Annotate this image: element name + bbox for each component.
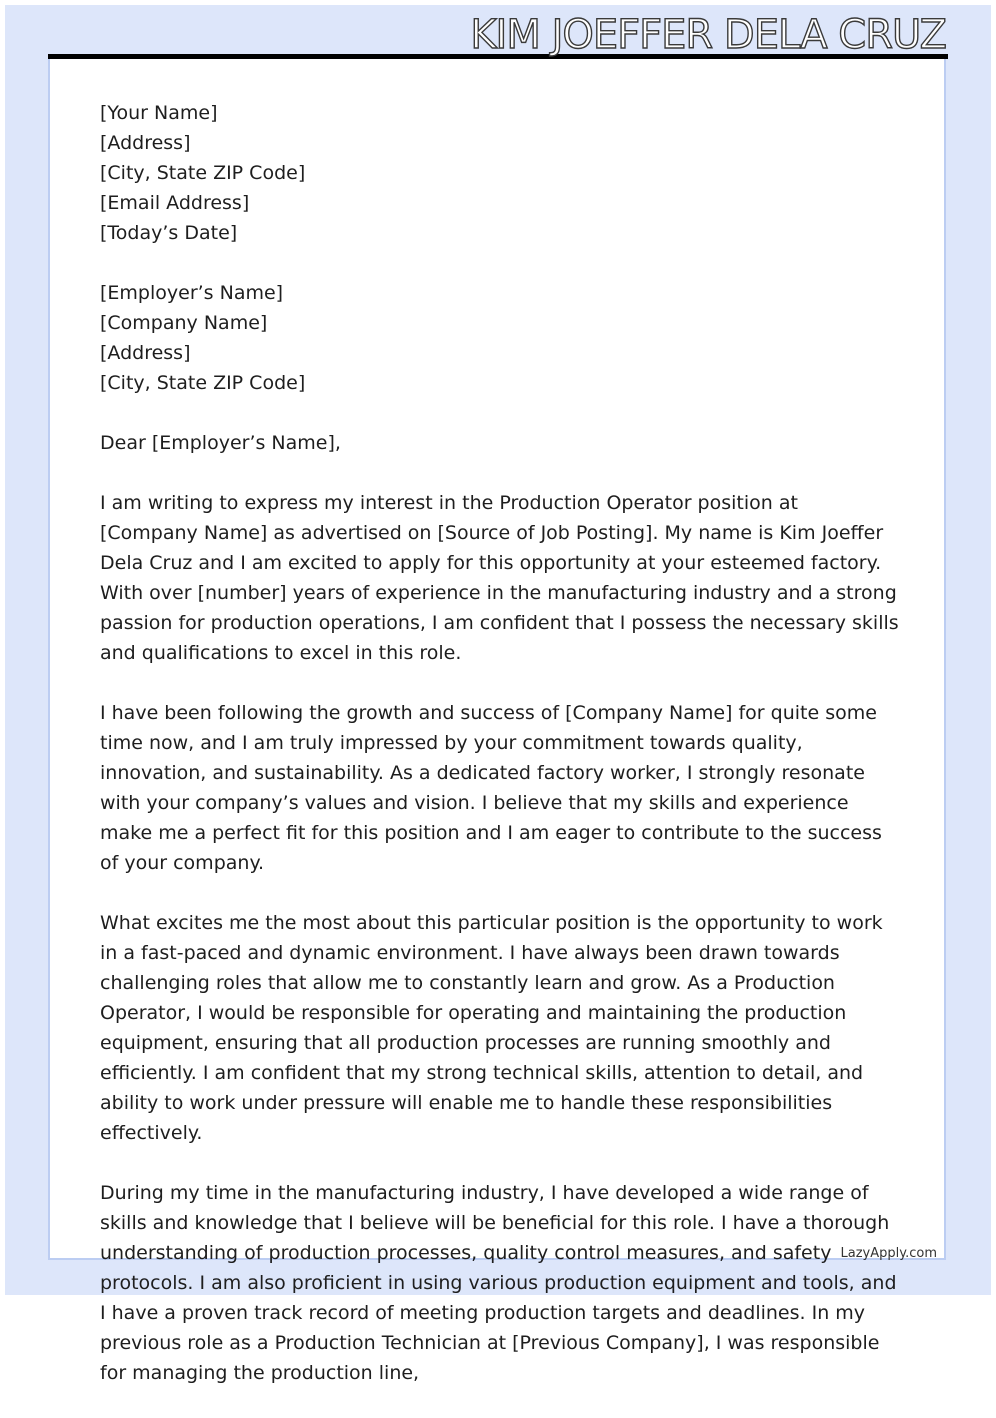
recipient-line: [Address] — [100, 342, 191, 364]
recipient-line: [City, State ZIP Code] — [100, 372, 306, 394]
recipient-block — [100, 278, 900, 398]
sender-line: [Your Name] — [100, 102, 218, 124]
sender-block — [100, 98, 900, 248]
header-name: KIM JOEFFER DELA CRUZ — [470, 12, 946, 58]
salutation: Dear [Employer’s Name], — [100, 432, 341, 454]
recipient-line: [Employer’s Name] — [100, 282, 284, 304]
sender-line: [Address] — [100, 132, 191, 154]
recipient-line: [Company Name] — [100, 312, 268, 334]
paragraph-2: I have been following the growth and success of [Company Name] for quite some time now, and I am truly impressed by your commitment towards quality, innovation, and sustainability. As a dedicated factory worker, I strongly resonate with your company’s values and vision. I believe that my skills and experience make me a perfect fit for this position and I am eager to contribute to the success of your company. — [100, 702, 882, 874]
sender-line: [City, State ZIP Code] — [100, 162, 306, 184]
paragraph-4: During my time in the manufacturing industry, I have developed a wide range of skills and knowledge that I believe will be beneficial for this role. I have a thorough understanding of production processes, quality control measures, and safety protocols. I am also proficient in using various production equipment and tools, and I have a proven track record of meeting production targets and deadlines. In my previous role as a Production Technician at [Previous Company], I was responsible for managing the production line, — [100, 1182, 897, 1384]
sender-line: [Email Address] — [100, 192, 250, 214]
sender-line: [Today’s Date] — [100, 222, 238, 244]
watermark: LazyApply.com — [840, 1246, 937, 1261]
paragraph-1: I am writing to express my interest in the Production Operator position at [Company Name] as advertised on [Source of Job Posting]. My name is Kim Joeffer Dela Cruz and I am excited to apply for this opportunity at your esteemed factory. With over [number] years of experience in the manufacturing industry and a strong passion for production operations, I am confident that I possess the necessary skills and qualifications to excel in this role. — [100, 492, 899, 664]
paragraph-3: What excites me the most about this particular position is the opportunity to work in a fast-paced and dynamic environment. I have always been drawn towards challenging roles that allow me to constantly learn and grow. As a Production Operator, I would be responsible for operating and maintaining the production equipment, ensuring that all production processes are running smoothly and efficiently. I am confident that my strong technical skills, attention to detail, and ability to work under pressure will enable me to handle these responsibilities effectively. — [100, 912, 883, 1144]
letter-body — [100, 98, 900, 1418]
